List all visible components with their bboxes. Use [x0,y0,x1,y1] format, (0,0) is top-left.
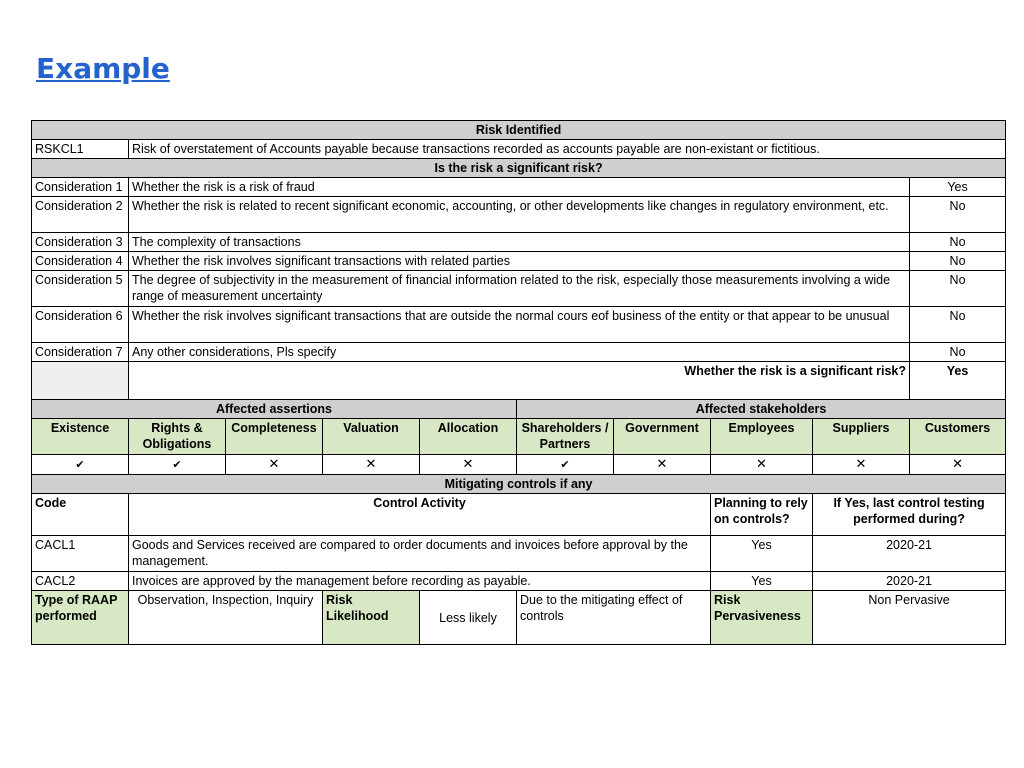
table-row [32,536,1006,572]
raap-label: Type of RAAP performed [32,591,129,645]
significance-conclusion-value: Yes [910,362,1006,400]
consideration-text: The degree of subjectivity in the measurement of financial information related to the risk, especially those measurements involving a wide range of measurement uncertainty [129,271,910,307]
assertion-label: Allocation [420,419,517,455]
likelihood-label: Risk Likelihood [323,591,420,645]
risk-assessment-table [31,120,1006,645]
cross-icon: ✕ [656,457,668,472]
page-title-link[interactable]: Example [36,52,170,85]
stakeholder-label: Government [614,419,711,455]
consideration-label: Consideration 2 [32,197,129,233]
cross-icon: ✕ [855,457,867,472]
significance-header: Is the risk a significant risk? [32,159,1006,178]
consideration-answer: No [910,307,1006,343]
cross-icon: ✕ [952,457,963,472]
consideration-row [32,271,1006,307]
control-code: CACL1 [32,536,129,572]
consideration-text: Whether the risk is related to recent significant economic, accounting, or other developments like changes in regulatory environment, etc. [129,197,910,233]
checkmark-icon: ✔ [560,458,570,471]
consideration-label: Consideration 4 [32,252,129,271]
consideration-text: Any other considerations, Pls specify [129,343,910,362]
pervasiveness-label: Risk Pervasiveness [711,591,813,645]
control-code: CACL2 [32,572,129,591]
consideration-label: Consideration 7 [32,343,129,362]
assertion-label: Completeness [226,419,323,455]
risk-identified-header: Risk Identified [32,121,1006,140]
control-activity: Invoices are approved by the management before recording as payable. [129,572,711,591]
consideration-row [32,343,1006,362]
significance-conclusion-label: Whether the risk is a significant risk? [129,362,910,400]
consideration-answer: No [910,343,1006,362]
consideration-row [32,178,1006,197]
assertion-label: Rights & Obligations [129,419,226,455]
checkmark-icon: ✔ [75,458,85,471]
consideration-row [32,233,1006,252]
cross-icon: ✕ [268,457,280,472]
risk-description: Risk of overstatement of Accounts payable because transactions recorded as accounts payable are non-existant or fictitious. [129,140,1006,159]
control-activity: Goods and Services received are compared to order documents and invoices before approval by the management. [129,536,711,572]
control-rely: Yes [711,536,813,572]
consideration-answer: No [910,252,1006,271]
cross-icon: ✕ [462,457,474,472]
cross-icon: ✕ [756,457,767,472]
consideration-row [32,197,1006,233]
consideration-text: Whether the risk involves significant transactions with related parties [129,252,910,271]
stakeholder-label: Shareholders / Partners [517,419,614,455]
controls-col-code: Code [32,494,129,536]
stakeholder-label: Suppliers [813,419,910,455]
controls-col-activity: Control Activity [129,494,711,536]
consideration-label: Consideration 5 [32,271,129,307]
consideration-answer: No [910,197,1006,233]
assertions-header: Affected assertions [32,400,517,419]
likelihood-reason: Due to the mitigating effect of controls [517,591,711,645]
controls-col-rely: Planning to rely on controls? [711,494,813,536]
consideration-answer: No [910,271,1006,307]
consideration-row [32,307,1006,343]
consideration-answer: No [910,233,1006,252]
assertion-label: Valuation [323,419,420,455]
consideration-answer: Yes [910,178,1006,197]
pervasiveness-value: Non Pervasive [813,591,1006,645]
control-period: 2020-21 [813,572,1006,591]
consideration-label: Consideration 6 [32,307,129,343]
checkmark-icon: ✔ [172,458,182,471]
raap-value: Observation, Inspection, Inquiry [129,591,323,645]
consideration-text: The complexity of transactions [129,233,910,252]
consideration-label: Consideration 1 [32,178,129,197]
controls-col-period: If Yes, last control testing performed during? [813,494,1006,536]
likelihood-value: Less likely [420,591,517,645]
controls-header: Mitigating controls if any [32,475,1006,494]
assertion-label: Existence [32,419,129,455]
control-period: 2020-21 [813,536,1006,572]
empty-cell [32,362,129,400]
consideration-row [32,252,1006,271]
consideration-text: Whether the risk is a risk of fraud [129,178,910,197]
consideration-label: Consideration 3 [32,233,129,252]
stakeholders-header: Affected stakeholders [517,400,1006,419]
consideration-text: Whether the risk involves significant transactions that are outside the normal cours eof business of the entity or that appear to be unusual [129,307,910,343]
cross-icon: ✕ [365,457,377,472]
stakeholder-label: Employees [711,419,813,455]
stakeholder-label: Customers [910,419,1006,455]
control-rely: Yes [711,572,813,591]
risk-code: RSKCL1 [32,140,129,159]
table-row [32,572,1006,591]
